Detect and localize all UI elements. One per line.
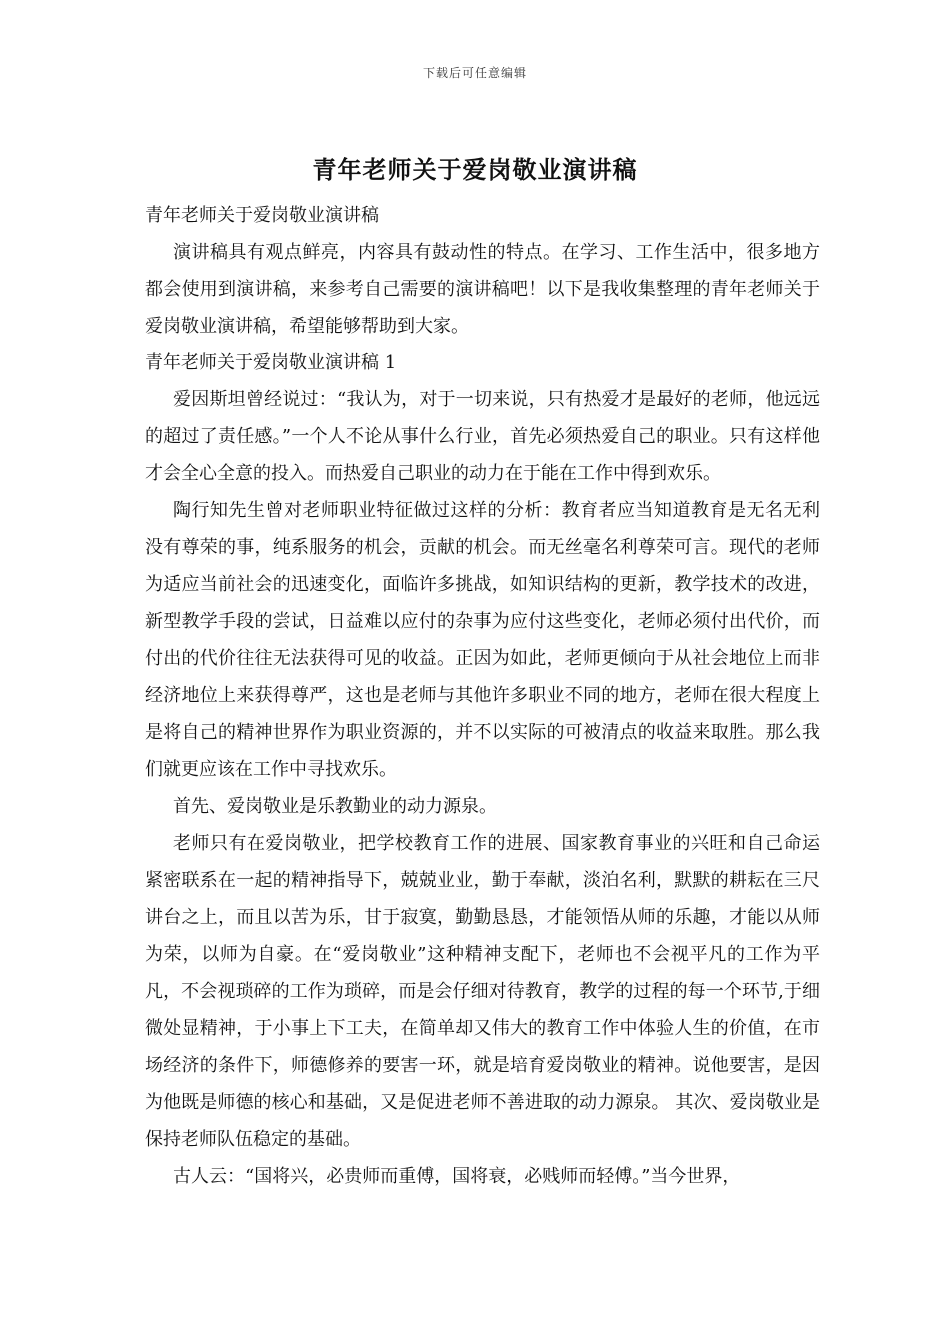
paragraph-einstein: 爱因斯坦曾经说过：“我认为，对于一切来说，只有热爱才是最好的老师，他远远的超过了责任感。”一个人不论从事什么行业，首先必须热爱自己的职业。只有这样他才会全心全意的投入。而热爱自己职业的动力在于能在工作中得到欢乐。 (145, 389, 820, 484)
paragraph-tao-xingzhi: 陶行知先生曾对老师职业特征做过这样的分析：教育者应当知道教育是无名无利没有尊荣的事，纯系服务的机会，贡献的机会。而无丝毫名利尊荣可言。现代的老师为适应当前社会的迅速变化，面临许多挑战，如知识结构的更新，教学技术的改进，新型教学手段的尝试，日益难以应付的杂事为应付这些变化，老师必须付出代价，而付出的代价往往无法获得可见的收益。正因为如此，老师更倾向于从社会地位上而非经济地位上来获得尊严，这也是老师与其他许多职业不同的地方，老师在很大程度上是将自己的精神世界作为职业资源的，并不以实际的可被清点的收益来取胜。那么我们就更应该在工作中寻找欢乐。 (145, 500, 820, 780)
paragraph-first-point: 首先、爱岗敬业是乐教勤业的动力源泉。 (173, 796, 497, 817)
page-header: 下载后可任意编辑 (422, 66, 527, 80)
subtitle-paragraph: 青年老师关于爱岗敬业演讲稿 (145, 205, 379, 226)
paragraph-ancient-saying: 古人云：“国将兴，必贵师而重傅，国将衰，必贱师而轻傅。”当今世界， (173, 1166, 741, 1187)
paragraph-dedication: 老师只有在爱岗敬业，把学校教育工作的进展、国家教育事业的兴旺和自己命运紧密联系在一起的精神指导下，兢兢业业，勤于奉献，淡泊名利，默默的耕耘在三尺讲台之上，而且以苦为乐，甘于寂寞，勤勤恳恳，才能领悟从师的乐趣，才能以从师为荣，以师为自豪。在“爱岗敬业”这种精神支配下，老师也不会视平凡的工作为平凡，不会视琐碎的工作为琐碎，而是会仔细对待教育，教学的过程的每一个环节,于细微处显精神，于小事上下工夫，在简单却又伟大的教育工作中体验人生的价值，在市场经济的条件下，师德修养的要害一环，就是培育爱岗敬业的精神。说他要害，是因为他既是师德的核心和基础，又是促进老师不善进取的动力源泉。 其次、爱岗敬业是保持老师队伍稳定的基础。 (145, 833, 820, 1150)
section-heading: 青年老师关于爱岗敬业演讲稿 1 (145, 352, 397, 373)
intro-paragraph: 演讲稿具有观点鲜亮，内容具有鼓动性的特点。在学习、工作生活中，很多地方都会使用到演讲稿，来参考自己需要的演讲稿吧！以下是我收集整理的青年老师关于爱岗敬业演讲稿，希望能够帮助到大家。 (145, 242, 820, 337)
document-body (145, 198, 820, 1195)
document-title: 青年老师关于爱岗敬业演讲稿 (312, 155, 638, 184)
